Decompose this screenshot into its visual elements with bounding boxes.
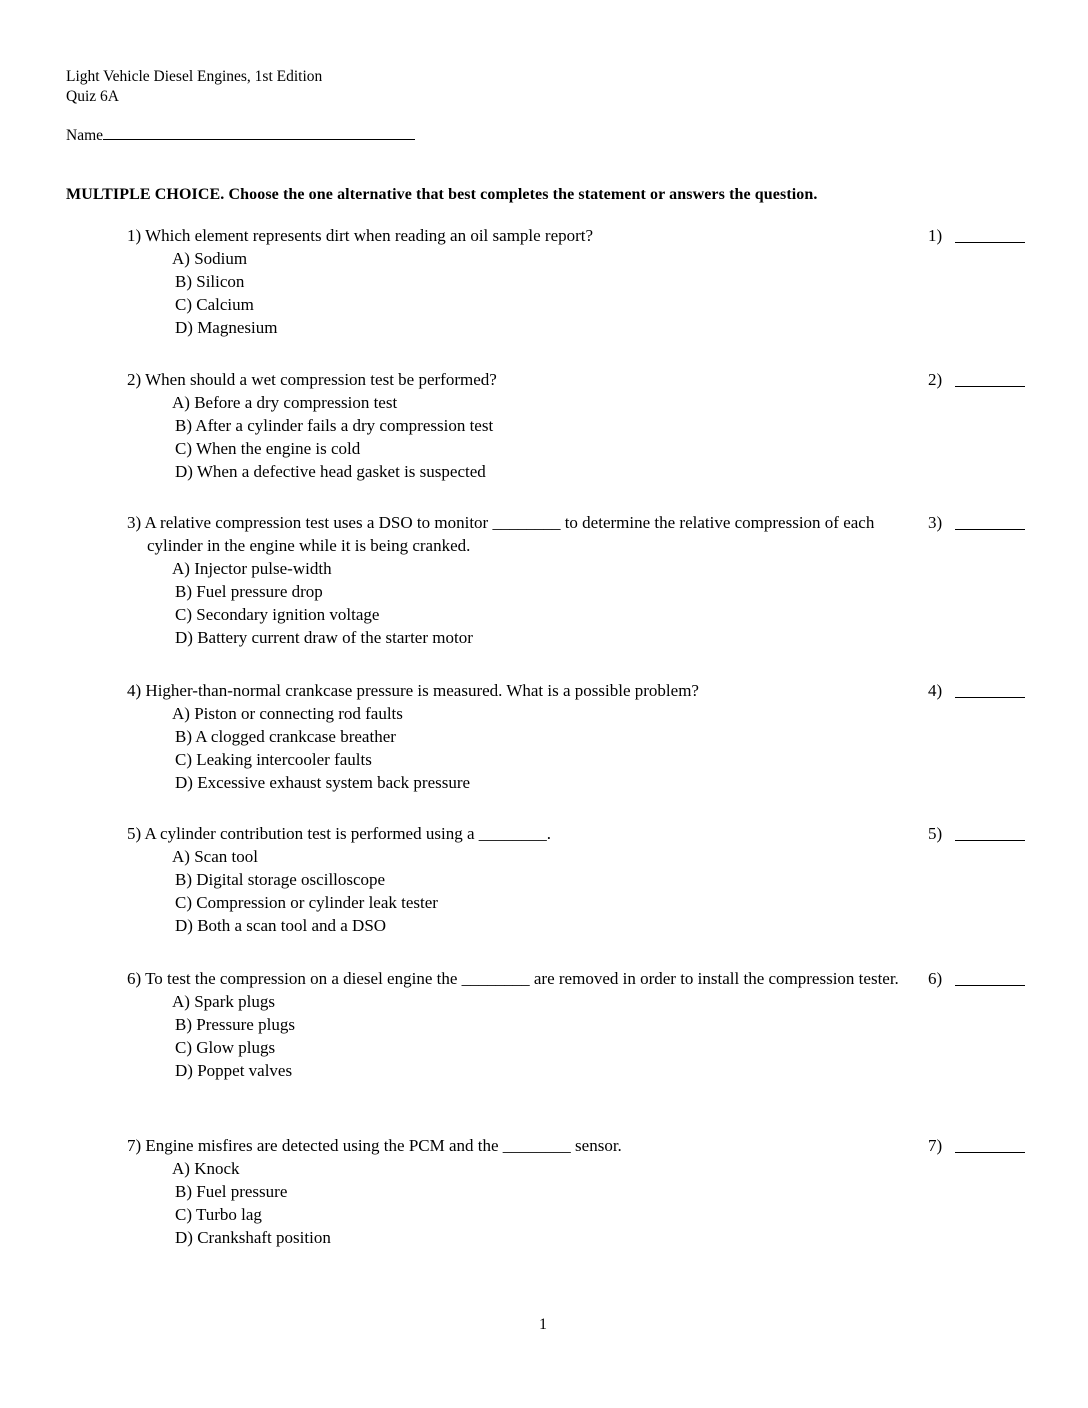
answer-option-b: B) Fuel pressure (175, 1182, 288, 1201)
answer-option-c: C) Secondary ignition voltage (175, 605, 380, 624)
answer-option-a: A) Piston or connecting rod faults (172, 704, 403, 723)
question-5 (127, 822, 1047, 937)
answer-option-b: B) Digital storage oscilloscope (175, 870, 386, 889)
answer-option-d: D) Magnesium (175, 318, 278, 337)
answer-number: 5) (928, 824, 943, 843)
page-number: 1 (539, 1316, 547, 1333)
answer-option-a: A) Knock (172, 1159, 240, 1178)
instructions: MULTIPLE CHOICE. Choose the one alternative that best completes the statement or answers the question. (66, 186, 818, 203)
name-label: Name (66, 127, 104, 144)
question-3 (127, 511, 1047, 649)
question-7 (127, 1134, 1047, 1249)
answer-option-b: B) Fuel pressure drop (175, 582, 323, 601)
answer-option-a: A) Before a dry compression test (172, 393, 398, 412)
answer-option-c: C) Compression or cylinder leak tester (175, 893, 438, 912)
answer-number: 1) (928, 226, 943, 245)
answer-option-c: C) Turbo lag (175, 1205, 262, 1224)
answer-option-b: B) Pressure plugs (175, 1015, 295, 1034)
question-text: 5) A cylinder contribution test is performed using a ________. (127, 824, 551, 843)
answer-option-b: B) After a cylinder fails a dry compression test (175, 416, 494, 435)
quiz-label: Quiz 6A (66, 88, 119, 105)
question-text: 1) Which element represents dirt when reading an oil sample report? (127, 226, 594, 245)
answer-option-c: C) Glow plugs (175, 1038, 276, 1057)
answer-option-a: A) Injector pulse-width (172, 559, 332, 578)
answer-blank-line (955, 529, 1025, 530)
answer-option-c: C) Calcium (175, 295, 254, 314)
question-text: 2) When should a wet compression test be performed? (127, 370, 497, 389)
answer-option-d: D) Battery current draw of the starter motor (175, 628, 473, 647)
answer-blank-line (955, 1152, 1025, 1153)
answer-option-b: B) Silicon (175, 272, 245, 291)
answer-option-b: B) A clogged crankcase breather (175, 727, 396, 746)
question-4 (127, 679, 1047, 794)
answer-number: 7) (928, 1136, 943, 1155)
answer-number: 3) (928, 513, 943, 532)
question-6 (127, 967, 1047, 1082)
question-1 (127, 224, 1047, 339)
answer-option-d: D) Poppet valves (175, 1061, 293, 1080)
answer-option-a: A) Scan tool (172, 847, 258, 866)
question-text: 3) A relative compression test uses a DSO to monitor ________ to determine the relative compression of each cylinder in the engine while it is being cranked. (127, 513, 875, 555)
answer-blank-line (955, 242, 1025, 243)
answer-number: 2) (928, 370, 943, 389)
name-field (66, 125, 415, 146)
answer-blank-line (955, 697, 1025, 698)
answer-option-c: C) When the engine is cold (175, 439, 361, 458)
answer-option-d: D) Excessive exhaust system back pressure (175, 773, 471, 792)
question-2 (127, 368, 1047, 483)
question-text: 7) Engine misfires are detected using the PCM and the ________ sensor. (127, 1136, 622, 1155)
answer-blank-line (955, 985, 1025, 986)
answer-option-d: D) Crankshaft position (175, 1228, 331, 1247)
answer-option-c: C) Leaking intercooler faults (175, 750, 372, 769)
question-text: 6) To test the compression on a diesel engine the ________ are removed in order to install the compression tester. (127, 969, 899, 988)
answer-number: 4) (928, 681, 943, 700)
question-text: 4) Higher-than-normal crankcase pressure is measured. What is a possible problem? (127, 681, 699, 700)
name-blank-line (103, 125, 415, 140)
answer-option-a: A) Spark plugs (172, 992, 275, 1011)
answer-blank-line (955, 840, 1025, 841)
answer-number: 6) (928, 969, 943, 988)
answer-option-d: D) When a defective head gasket is suspected (175, 462, 486, 481)
answer-option-a: A) Sodium (172, 249, 248, 268)
document-title: Light Vehicle Diesel Engines, 1st Edition (66, 68, 323, 85)
answer-option-d: D) Both a scan tool and a DSO (175, 916, 387, 935)
answer-blank-line (955, 386, 1025, 387)
